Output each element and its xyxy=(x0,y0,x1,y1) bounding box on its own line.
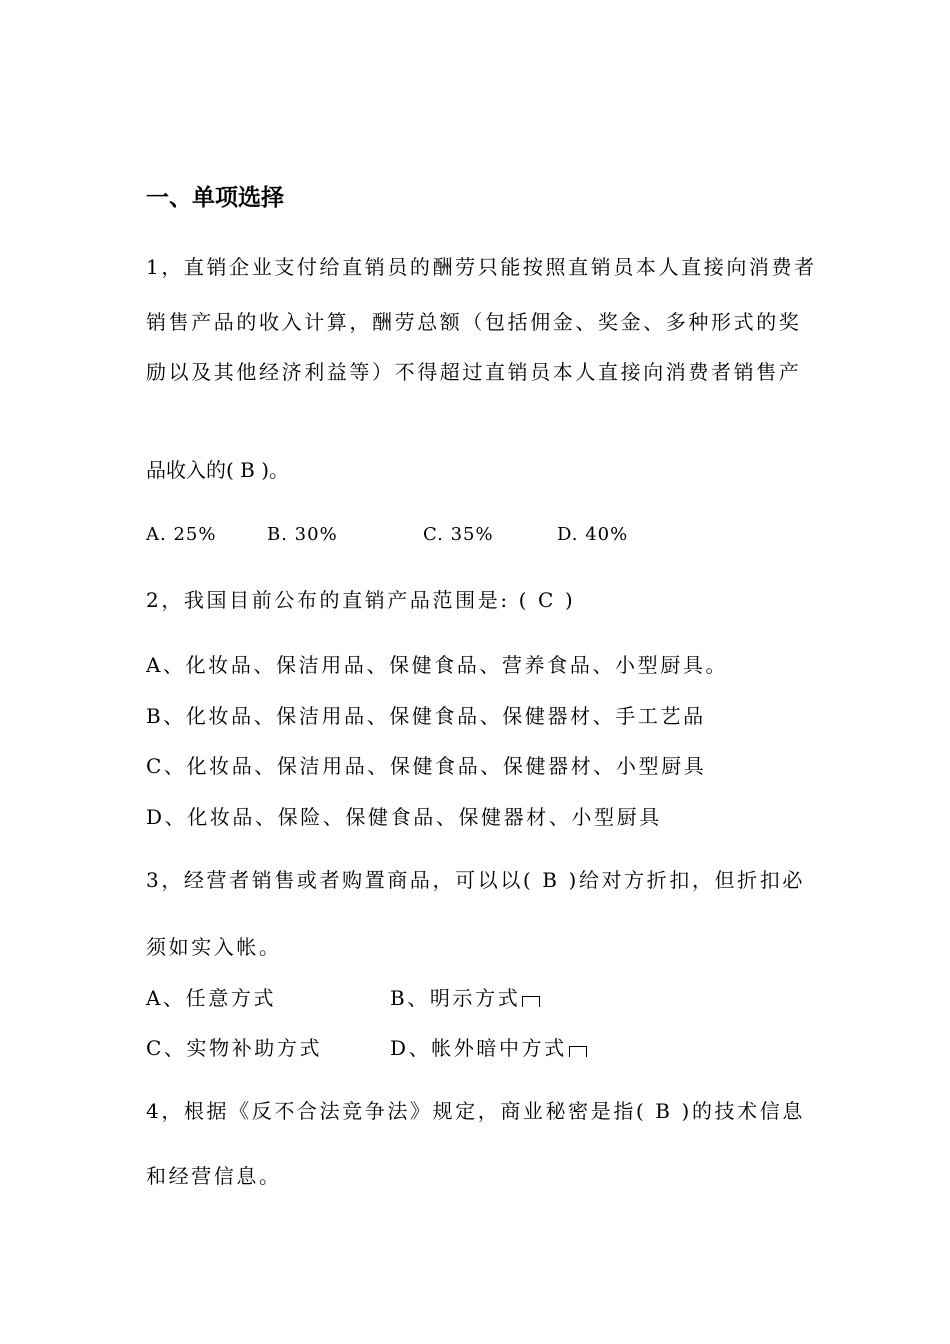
question-2-option-d: D、化妆品、保险、保健食品、保健器材、小型厨具 xyxy=(146,805,662,829)
question-3-option-a: A、任意方式 xyxy=(146,986,277,1010)
question-3-line-2: 须如实入帐。 xyxy=(146,935,282,959)
question-3-option-b-text: B、明示方式 xyxy=(390,986,521,1010)
question-2-option-a: A、化妆品、保洁用品、保健食品、营养食品、小型厨具。 xyxy=(146,653,729,677)
bracket-mark-icon xyxy=(522,996,540,1007)
question-3-option-b xyxy=(390,984,540,1012)
bracket-mark-icon xyxy=(569,1046,587,1057)
question-1-line-3: 励以及其他经济利益等）不得超过直销员本人直接向消费者销售产 xyxy=(146,360,802,384)
section-title: 一、单项选择 xyxy=(146,185,284,211)
question-1-option-b: B. 30% xyxy=(267,524,338,545)
question-3-option-c: C、实物补助方式 xyxy=(146,1036,323,1060)
question-1-line-4: 品收入的( B )。 xyxy=(146,458,290,482)
question-4-line-1: 4，根据《反不合法竞争法》规定，商业秘密是指( B )的技术信息 xyxy=(146,1099,805,1123)
question-2-line-1: 2，我国目前公布的直销产品范围是: ( C ) xyxy=(146,588,576,612)
question-2-option-c: C、化妆品、保洁用品、保健食品、保健器材、小型厨具 xyxy=(146,754,707,778)
question-3-option-d xyxy=(390,1034,587,1062)
question-1-option-a: A. 25% xyxy=(146,524,217,545)
question-1-option-c: C. 35% xyxy=(423,524,494,545)
question-1-line-2: 销售产品的收入计算，酬劳总额（包括佣金、奖金、多种形式的奖 xyxy=(146,310,802,334)
question-2-option-b: B、化妆品、保洁用品、保健食品、保健器材、手工艺品 xyxy=(146,704,706,728)
question-3-line-1: 3，经营者销售或者购置商品，可以以( B )给对方折扣，但折扣必 xyxy=(146,868,805,892)
question-3-option-d-text: D、帐外暗中方式 xyxy=(390,1036,567,1060)
question-1-option-d: D. 40% xyxy=(557,524,629,545)
question-1-line-1: 1，直销企业支付给直销员的酬劳只能按照直销员本人直接向消费者 xyxy=(146,255,817,279)
question-4-line-2: 和经营信息。 xyxy=(146,1164,282,1188)
